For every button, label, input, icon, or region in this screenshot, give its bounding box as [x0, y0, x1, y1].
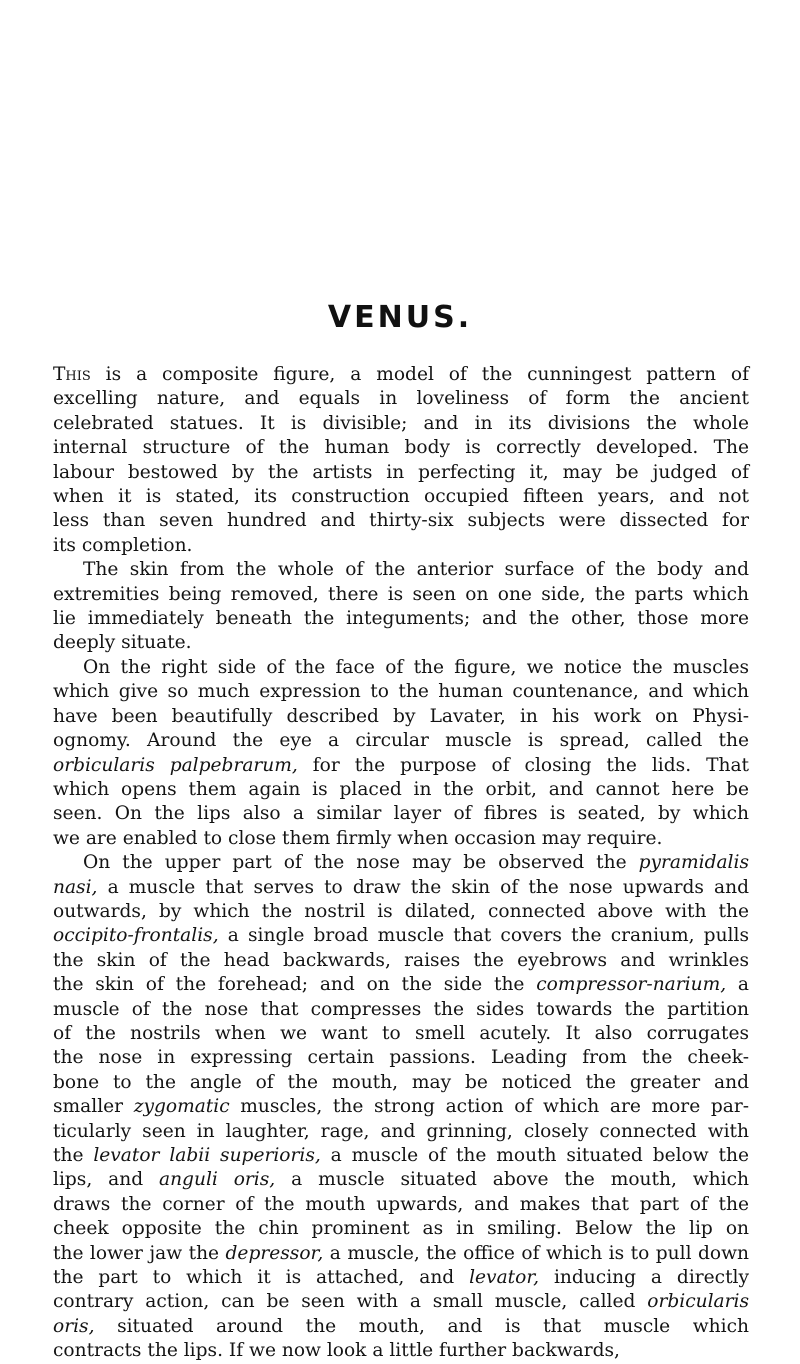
- text-segment: of the nostrils when we want to smell acutely. It also corrugates: [53, 1022, 749, 1044]
- text-segment: bone to the angle of the mouth, may be noticed the greater and: [53, 1071, 749, 1093]
- text-line: [53, 387, 749, 411]
- italic-term: levator,: [469, 1267, 540, 1289]
- text-segment: deeply situate.: [53, 632, 192, 654]
- text-segment: a: [726, 974, 749, 996]
- text-line: [53, 1290, 749, 1314]
- text-segment: when it is stated, its construction occupied fifteen years, and not: [53, 486, 749, 508]
- text-line: [53, 656, 749, 680]
- text-line: [53, 973, 749, 997]
- text-line: [53, 827, 749, 851]
- paragraph: [53, 851, 749, 1364]
- text-line: [53, 1266, 749, 1290]
- text-segment: have been beautifully described by Lavater, in his work on Physi-: [53, 705, 749, 727]
- text-line: [53, 1242, 749, 1266]
- text-segment: extremities being removed, there is seen on one side, the parts which: [53, 583, 749, 605]
- text-segment: is a composite figure, a model of the cunningest pattern of: [90, 364, 749, 385]
- text-segment: the skin of the head backwards, raises the eyebrows and wrinkles: [53, 949, 749, 971]
- text-line: [53, 631, 749, 655]
- text-line: [53, 778, 749, 802]
- text-line: [53, 558, 749, 582]
- text-segment: labour bestowed by the artists in perfecting it, may be judged of: [53, 461, 749, 483]
- text-segment: draws the corner of the mouth upwards, and makes that part of the: [53, 1193, 749, 1215]
- text-line: [53, 680, 749, 704]
- text-segment: inducing a directly: [539, 1267, 749, 1289]
- text-line: [53, 534, 749, 558]
- text-segment: seen. On the lips also a similar layer of fibres is seated, by which: [53, 803, 749, 825]
- text-segment: we are enabled to close them firmly when occasion may require.: [53, 827, 663, 849]
- text-line: [53, 1193, 749, 1217]
- italic-term: orbicularis palpebrarum,: [53, 754, 298, 776]
- italic-term: oris,: [53, 1315, 95, 1337]
- text-segment: a muscle that serves to draw the skin of the nose upwards and: [97, 876, 749, 898]
- text-line: [53, 509, 749, 533]
- text-segment: celebrated statues. It is divisible; and in its divisions the whole: [53, 412, 749, 434]
- text-line: [53, 851, 749, 875]
- italic-term: depressor,: [225, 1242, 324, 1264]
- italic-term: occipito-frontalis,: [53, 925, 219, 947]
- italic-term: pyramidalis: [638, 852, 749, 874]
- text-line: [53, 607, 749, 631]
- text-segment: its completion.: [53, 534, 193, 556]
- text-segment: ognomy. Around the eye a circular muscle is spread, called the: [53, 730, 749, 752]
- page-title: VENUS.: [327, 300, 473, 335]
- text-line: [53, 1315, 749, 1339]
- text-segment: the nose in expressing certain passions. Leading from the cheek-: [53, 1047, 749, 1069]
- text-line: [53, 729, 749, 753]
- text-line: [53, 1168, 749, 1192]
- text-line: [53, 876, 749, 900]
- text-line: [53, 802, 749, 826]
- text-line: [53, 485, 749, 509]
- text-segment: situated around the mouth, and is that muscle which: [94, 1315, 749, 1337]
- text-segment: the: [53, 1145, 94, 1166]
- text-line: [53, 754, 749, 778]
- text-line: [53, 705, 749, 729]
- italic-term: compressor-narium,: [536, 974, 727, 996]
- text-line: [53, 583, 749, 607]
- text-line: [53, 1046, 749, 1070]
- text-segment: cheek opposite the chin prominent as in smiling. Below the lip on: [53, 1218, 749, 1240]
- text-segment: excelling nature, and equals in loveliness of form the ancient: [53, 388, 749, 410]
- text-segment: lips, and: [53, 1169, 159, 1191]
- italic-term: zygomatic: [133, 1096, 230, 1118]
- text-line: [53, 949, 749, 973]
- text-segment: internal structure of the human body is correctly developed. The: [53, 437, 749, 459]
- text-segment: which give so much expression to the human countenance, and which: [53, 681, 749, 703]
- text-line: [53, 461, 749, 485]
- text-line: [53, 1339, 749, 1363]
- text-segment: a muscle of the mouth situated below the: [320, 1145, 749, 1166]
- text-line: [53, 1120, 749, 1144]
- text-line: [53, 412, 749, 436]
- text-line: [53, 998, 749, 1022]
- italic-term: nasi,: [53, 876, 98, 898]
- text-segment: On the upper part of the nose may be observed the: [83, 852, 639, 874]
- text-line: [53, 900, 749, 924]
- text-line: [53, 1022, 749, 1046]
- text-line: [53, 436, 749, 460]
- text-line: [53, 1144, 749, 1168]
- text-segment: a single broad muscle that covers the cranium, pulls: [218, 925, 749, 947]
- text-segment: contracts the lips. If we now look a little further backwards,: [53, 1340, 620, 1362]
- text-segment: which opens them again is placed in the orbit, and cannot here be: [53, 778, 749, 800]
- text-line: [53, 1217, 749, 1241]
- text-segment: The skin from the whole of the anterior surface of the body and: [83, 559, 749, 581]
- text-segment: smaller: [53, 1096, 134, 1118]
- text-line: [53, 1095, 749, 1119]
- text-line: [53, 924, 749, 948]
- italic-term: levator labii superioris,: [93, 1145, 321, 1166]
- text-segment: ticularly seen in laughter, rage, and grinning, closely connected with: [53, 1120, 749, 1142]
- paragraph: [53, 558, 749, 656]
- paragraph: [53, 363, 749, 558]
- italic-term: orbicularis: [647, 1291, 749, 1313]
- text-segment: contrary action, can be seen with a small muscle, called: [53, 1291, 648, 1313]
- text-segment: the part to which it is attached, and: [53, 1267, 470, 1289]
- text-segment: the lower jaw the: [53, 1242, 226, 1264]
- text-segment: On the right side of the face of the figure, we notice the muscles: [83, 656, 749, 678]
- text-segment: the skin of the forehead; and on the side the: [53, 974, 537, 996]
- text-segment: muscle of the nose that compresses the sides towards the partition: [53, 998, 749, 1020]
- text-segment: a muscle situated above the mouth, which: [275, 1169, 749, 1191]
- text-segment: less than seven hundred and thirty-six subjects were dissected for: [53, 510, 749, 532]
- text-line: [53, 363, 749, 387]
- text-segment: lie immediately beneath the integuments; and the other, those more: [53, 608, 749, 630]
- text-segment: for the purpose of closing the lids. That: [297, 754, 749, 776]
- paragraph: [53, 656, 749, 851]
- text-segment: muscles, the strong action of which are more par-: [229, 1096, 749, 1118]
- text-segment: a muscle, the office of which is to pull down: [323, 1242, 749, 1264]
- body-text: [53, 363, 749, 1364]
- italic-term: anguli oris,: [159, 1169, 276, 1191]
- text-segment: outwards, by which the nostril is dilated, connected above with the: [53, 900, 749, 922]
- text-line: [53, 1071, 749, 1095]
- text-segment: This: [53, 364, 91, 385]
